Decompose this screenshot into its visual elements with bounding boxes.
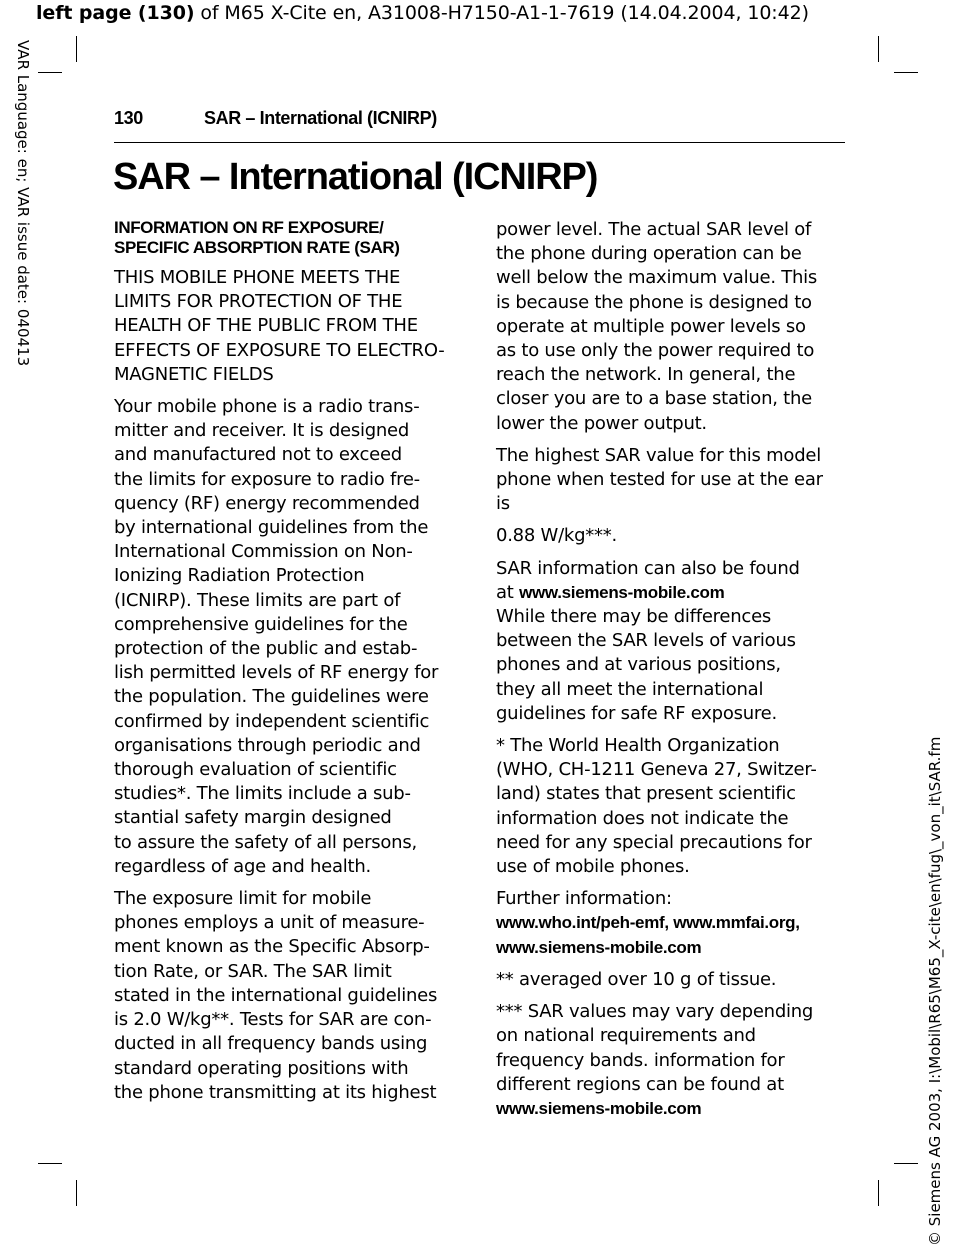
siemens-link[interactable]: www.siemens-mobile.com	[496, 937, 702, 957]
var-language-note: VAR Language: en; VAR issue date: 040413	[14, 40, 32, 367]
left-column	[114, 218, 462, 1113]
body-paragraph: The highest SAR value for this model phone when tested for use at the ear is	[496, 444, 823, 515]
file-path-note: © Siemens AG 2003, I:\Mobil\R65\M65_X-cite\en\fug\_von_it\SAR.fm	[926, 736, 944, 1246]
crop-mark	[76, 36, 77, 62]
body-paragraph: SAR information can also be found at www.siemens-mobile.com While there may be differences between the SAR levels of various phones and at various positions, they all meet the international guidelines for safe RF exposure.	[496, 557, 800, 724]
footnote: * The World Health Organization (WHO, CH-1211 Geneva 27, Switzer- land) states that present scientific information does not indicate the need for any special precautions for use of mobile phones.	[496, 735, 817, 878]
crop-mark	[878, 1180, 879, 1206]
print-job-details: of M65 X-Cite en, A31008-H7150-A1-1-7619 (14.04.2004, 10:42)	[200, 2, 809, 24]
further-information: Further information: www.who.int/peh-emf, www.mmfai.org, www.siemens-mobile.com	[496, 887, 844, 960]
footnote: *** SAR values may vary depending on national requirements and frequency bands. information for different regions can be found at www.siemens-mobile.com	[496, 1000, 844, 1121]
body-paragraph: Your mobile phone is a radio trans- mitter and receiver. It is designed and manufactured not to exceed the limits for exposure to radio fre- quency (RF) energy recommended by international guidelines from the International Commission on Non- Ionizing Radiation Protection (ICNIRP). These limits are part of comprehensive guidelines for the protection of the public and estab- lish permitted levels of RF energy for the population. The guidelines were confirmed by independent scientific organisations through periodic and thorough evaluation of scientific studies*. The limits include a sub- stantial safety margin designed to assure the safety of all persons, regardless of age and health.	[114, 396, 439, 877]
running-header	[114, 106, 845, 143]
page-title: SAR – International (ICNIRP)	[113, 156, 598, 198]
crop-mark	[878, 36, 879, 62]
print-job-label: left page (130)	[36, 2, 195, 24]
crop-mark	[38, 1163, 62, 1164]
crop-mark	[38, 72, 62, 73]
sar-value: 0.88 W/kg***.	[496, 525, 617, 547]
section-subheading: INFORMATION ON RF EXPOSURE/ SPECIFIC ABSORPTION RATE (SAR)	[114, 218, 400, 257]
crop-mark	[894, 72, 918, 73]
crop-mark	[894, 1163, 918, 1164]
running-title: SAR – International (ICNIRP)	[204, 108, 437, 128]
print-job-line	[36, 2, 809, 24]
body-paragraph: The exposure limit for mobile phones employs a unit of measure- ment known as the Specific Absorp- tion Rate, or SAR. The SAR limit stated in the international guidelines is 2.0 W/kg**. Tests for SAR are con- ducted in all frequency bands using standard operating positions with the phone transmitting at its highest	[114, 888, 438, 1103]
siemens-link[interactable]: www.siemens-mobile.com	[519, 582, 725, 602]
left-margin-note	[10, 40, 34, 420]
reference-links[interactable]: www.who.int/peh-emf, www.mmfai.org,	[496, 913, 800, 933]
page-number: 130	[114, 108, 143, 128]
intro-paragraph: THIS MOBILE PHONE MEETS THE LIMITS FOR PROTECTION OF THE HEALTH OF THE PUBLIC FROM THE EFFECTS OF EXPOSURE TO ELECTRO- MAGNETIC FIELDS	[114, 267, 445, 385]
right-column	[496, 218, 844, 1129]
crop-mark	[76, 1180, 77, 1206]
body-paragraph: power level. The actual SAR level of the phone during operation can be well below the maximum value. This is because the phone is designed to operate at multiple power levels so as to use only the power required to reach the network. In general, the closer you are to a base station, the lower the power output.	[496, 219, 818, 434]
siemens-link[interactable]: www.siemens-mobile.com	[496, 1098, 702, 1118]
right-margin-note	[924, 690, 948, 1246]
footnote: ** averaged over 10 g of tissue.	[496, 968, 777, 990]
